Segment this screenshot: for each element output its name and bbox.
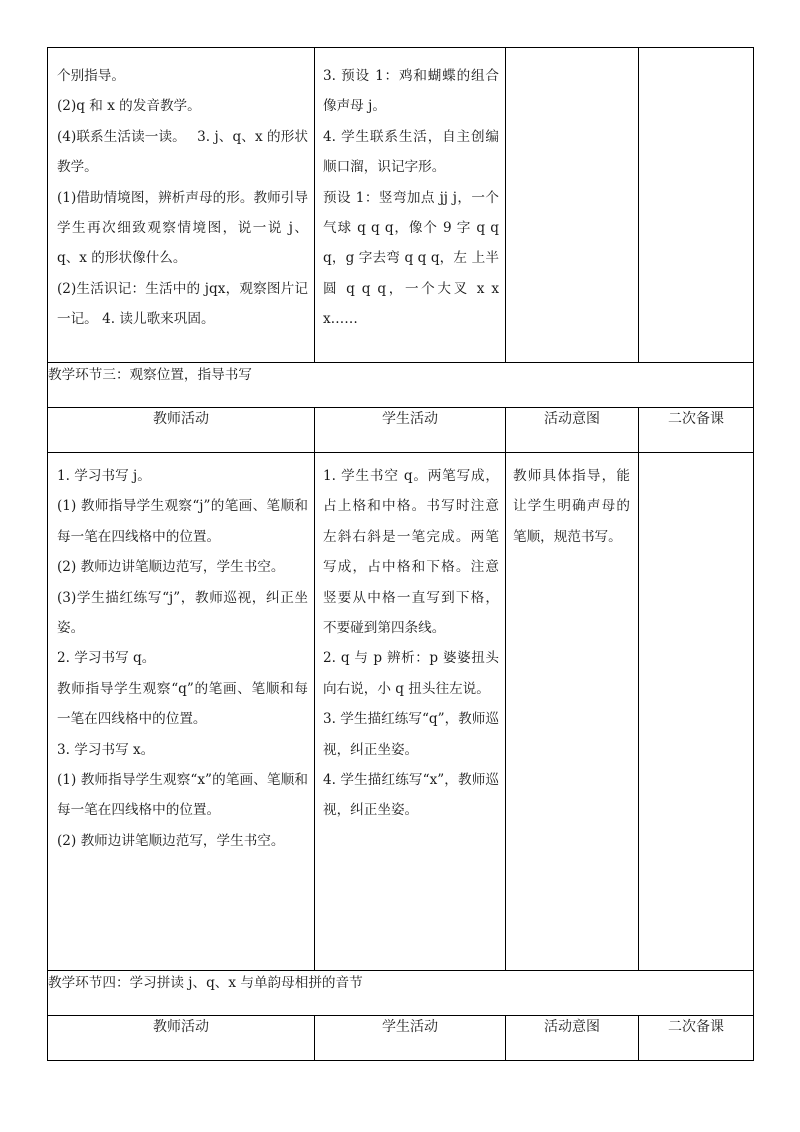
student-activity-cell — [315, 453, 506, 971]
text-line: 预设 1：竖弯加点 jj j，一个气球 q q q，像个 9 字 q q q，g 字去弯 q q q，左 上半圆 q q q，一个大叉 x x x…… — [323, 189, 499, 328]
text-line: 个别指导。 — [57, 68, 125, 84]
student-activity-cell — [315, 48, 506, 363]
column-header-row — [48, 408, 754, 453]
text-line: 4. 学生描红练写“x”，教师巡视，纠正坐姿。 — [323, 772, 499, 819]
header-secondary-prep: 二次备课 — [639, 408, 754, 453]
text-line: (2)生活识记：生活中的 jqx，观察图片记一记。 4. 读儿歌来巩固。 — [57, 280, 308, 328]
text-line: 教师指导学生观察“q”的笔画、笔顺和每一笔在四线格中的位置。 — [57, 680, 308, 728]
text-line: 2. q 与 p 辨析：p 婆婆扭头向右说，小 q 扭头往左说。 — [323, 650, 499, 697]
writing-activity-row — [48, 453, 754, 971]
text-line: (3)学生描红练写“j”，教师巡视，纠正坐姿。 — [57, 589, 308, 637]
header-student-activity: 学生活动 — [315, 1016, 506, 1061]
text-line: 2. 学习书写 q。 — [57, 650, 156, 667]
text-line: 3. 预设 1：鸡和蝴蝶的组合像声母 j。 — [323, 68, 499, 115]
section-title: 教学环节四：学习拼读 j、q、x 与单韵母相拼的音节 — [48, 971, 754, 1016]
text-line: (1)借助情境图，辨析声母的形。教师引导学生再次细致观察情境图，说一说 j、 q、x 的形状像什么。 — [57, 189, 308, 267]
activity-intent-cell — [506, 48, 639, 363]
text-line: 1. 学习书写 j。 — [57, 468, 151, 484]
secondary-prep-cell — [639, 453, 754, 971]
text-line: (2)q 和 x 的发音教学。 — [57, 98, 201, 115]
header-teacher-activity: 教师活动 — [48, 408, 315, 453]
text-line: (2) 教师边讲笔顺边范写，学生书空。 — [57, 832, 285, 849]
intent-text: 教师具体指导，能让学生明确声母的笔顺，规范书写。 — [513, 468, 630, 545]
header-activity-intent: 活动意图 — [506, 408, 639, 453]
text-line: 3. 学习书写 x。 — [57, 741, 155, 758]
text-line: 4. 学生联系生活，自主创编顺口溜，识记字形。 — [323, 128, 499, 176]
intent-text — [506, 48, 638, 65]
lesson-plan-table — [47, 47, 754, 1061]
header-secondary-prep: 二次备课 — [639, 1016, 754, 1061]
continued-activity-row — [48, 48, 754, 363]
text-line: (4)联系生活读一读。 3. j、q、x 的形状教学。 — [57, 128, 308, 176]
teacher-activity-cell — [48, 453, 315, 971]
secondary-prep-cell — [639, 48, 754, 363]
section-row — [48, 971, 754, 1016]
prep-text — [639, 48, 753, 65]
text-line: 3. 学生描红练写“q”，教师巡视，纠正坐姿。 — [323, 711, 499, 758]
section-row — [48, 363, 754, 408]
text-line: (1) 教师指导学生观察“j”的笔画、笔顺和每一笔在四线格中的位置。 — [57, 498, 308, 545]
text-line: (2) 教师边讲笔顺边范写，学生书空。 — [57, 559, 285, 576]
column-header-row — [48, 1016, 754, 1061]
text-line: 1. 学生书空 q。两笔写成，占上格和中格。书写时注意左斜右斜是一笔完成。两笔 写成，占中格和下格。注意竖要从中格一直写到下格，不要碰到第四条线。 — [323, 468, 499, 637]
header-activity-intent: 活动意图 — [506, 1016, 639, 1061]
header-student-activity: 学生活动 — [315, 408, 506, 453]
section-title: 教学环节三：观察位置，指导书写 — [48, 363, 754, 408]
text-line: (1) 教师指导学生观察“x”的笔画、笔顺和每一笔在四线格中的位置。 — [57, 772, 308, 819]
prep-text — [639, 453, 753, 470]
teacher-activity-cell — [48, 48, 315, 363]
header-teacher-activity: 教师活动 — [48, 1016, 315, 1061]
activity-intent-cell — [506, 453, 639, 971]
